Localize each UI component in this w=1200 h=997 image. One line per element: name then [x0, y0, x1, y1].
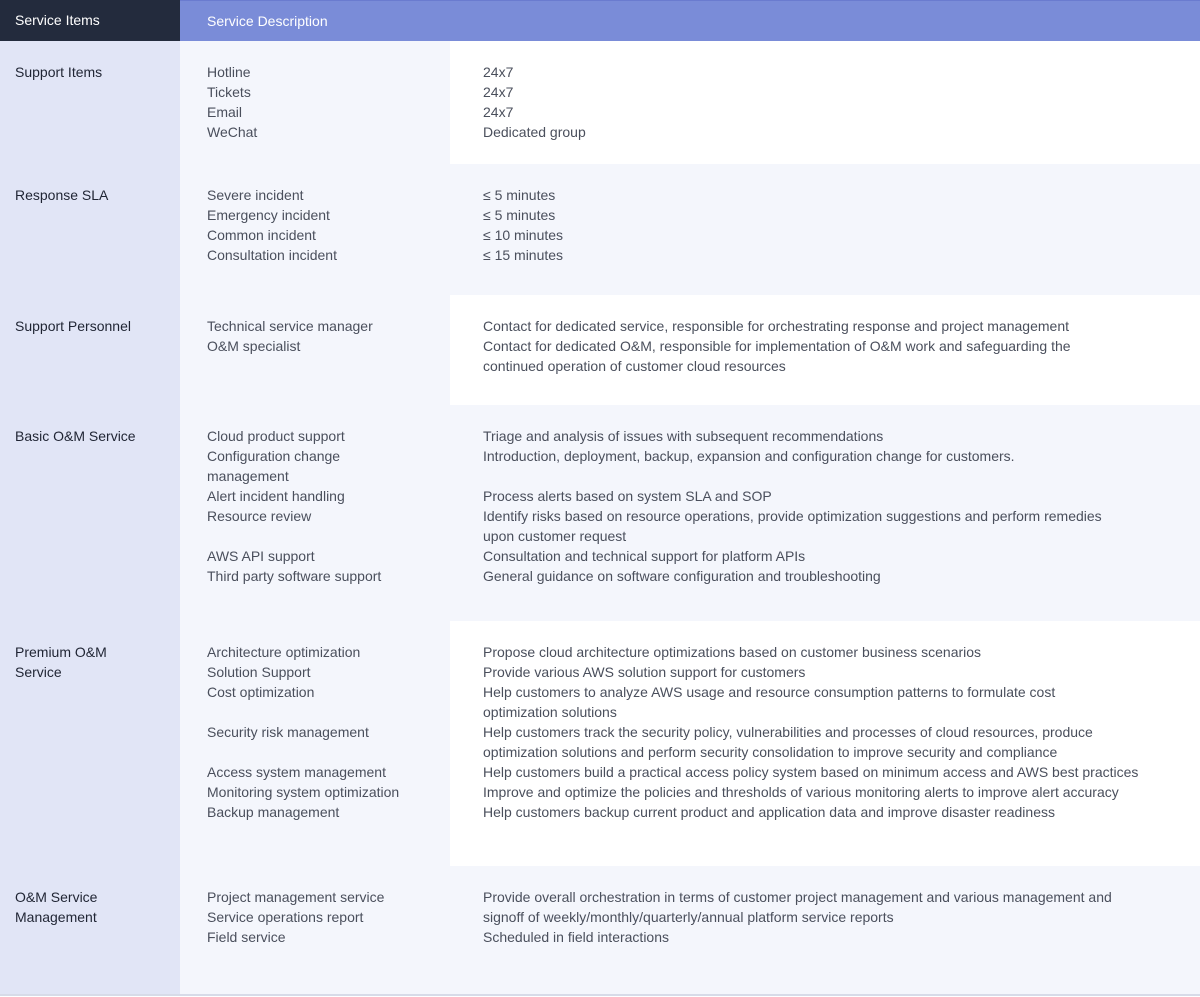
service-description-list-line: ≤ 5 minutes — [483, 187, 556, 203]
service-description-list — [450, 164, 1200, 295]
service-category-line: Support Personnel — [15, 318, 131, 334]
service-category — [0, 164, 180, 295]
service-item-list-line: Project management service — [207, 889, 385, 905]
service-item-list-line: Hotline — [207, 64, 251, 80]
service-item-list-line: Third party software support — [207, 568, 382, 584]
service-item-list-line: Cost optimization — [207, 684, 315, 700]
service-item-list-line: Consultation incident — [207, 247, 337, 263]
service-description-list-line: Provide overall orchestration in terms of customer project management and various management and — [483, 889, 1112, 905]
service-description-list-line: Identify risks based on resource operations, provide optimization suggestions and perform remedies — [483, 508, 1102, 524]
table-row — [0, 41, 1200, 164]
service-category-line: Support Items — [15, 64, 103, 80]
service-item-list-line: Severe incident — [207, 187, 304, 203]
table-body — [0, 41, 1200, 994]
service-description-list-line: 24x7 — [483, 84, 514, 100]
service-item-list-line: Security risk management — [207, 724, 369, 740]
service-description-list-line: ≤ 5 minutes — [483, 207, 556, 223]
service-description-list-line: optimization solutions — [483, 704, 617, 720]
service-category-line: O&M Service — [15, 889, 98, 905]
service-item-list — [180, 164, 450, 295]
service-description-list-line: Contact for dedicated O&M, responsible for implementation of O&M work and safeguarding the — [483, 338, 1071, 354]
service-item-list-line — [207, 742, 450, 762]
service-category — [0, 621, 180, 866]
service-description-list — [450, 621, 1200, 866]
service-description-list-line: 24x7 — [483, 64, 514, 80]
service-item-list-line: Architecture optimization — [207, 644, 361, 660]
service-description-list-line: General guidance on software configuration and troubleshooting — [483, 568, 881, 584]
service-description-list-line: Triage and analysis of issues with subsequent recommendations — [483, 428, 884, 444]
service-description-list-line: ≤ 10 minutes — [483, 227, 564, 243]
service-description-list-line: upon customer request — [483, 528, 627, 544]
service-item-list-line: Configuration change — [207, 448, 341, 464]
service-item-list-line: Alert incident handling — [207, 488, 345, 504]
service-category — [0, 295, 180, 405]
service-category-line: Basic O&M Service — [15, 428, 136, 444]
service-item-list-line: Technical service manager — [207, 318, 373, 334]
service-description-list-line: Improve and optimize the policies and thresholds of various monitoring alerts to improve alert accuracy — [483, 784, 1119, 800]
service-item-list — [180, 41, 450, 164]
service-description-list — [450, 866, 1200, 994]
service-item-list — [180, 405, 450, 621]
service-item-list — [180, 866, 450, 994]
service-category — [0, 866, 180, 994]
service-description-list-line: Contact for dedicated service, responsible for orchestrating response and project management — [483, 318, 1069, 334]
service-description-list-line: Help customers build a practical access policy system based on minimum access and AWS best practices — [483, 764, 1139, 780]
service-item-list-line: Access system management — [207, 764, 386, 780]
service-item-list-line: Backup management — [207, 804, 340, 820]
service-description-list-line: Process alerts based on system SLA and SOP — [483, 488, 772, 504]
service-description-list-line: 24x7 — [483, 104, 514, 120]
service-item-list-line: AWS API support — [207, 548, 315, 564]
service-item-list-line: Service operations report — [207, 909, 364, 925]
header-service-description: Service Description — [180, 0, 1200, 41]
service-item-list-line: Resource review — [207, 508, 312, 524]
table-row — [0, 866, 1200, 994]
service-description-list-line: optimization solutions and perform security consolidation to improve security and compliance — [483, 744, 1058, 760]
table-row — [0, 295, 1200, 405]
service-description-list-line: Help customers to analyze AWS usage and resource consumption patterns to formulate cost — [483, 684, 1056, 700]
table-row — [0, 621, 1200, 866]
service-description-list-line: Help customers backup current product and application data and improve disaster readiness — [483, 804, 1055, 820]
service-item-list-line: Tickets — [207, 84, 251, 100]
service-category-line: Premium O&M — [15, 644, 107, 660]
service-description-list-line: Provide various AWS solution support for customers — [483, 664, 806, 680]
service-description-list-line: continued operation of customer cloud resources — [483, 358, 786, 374]
service-item-list-line: WeChat — [207, 124, 258, 140]
service-description-list-line: Consultation and technical support for platform APIs — [483, 548, 806, 564]
table-row — [0, 164, 1200, 295]
service-category-line: Response SLA — [15, 187, 109, 203]
service-category-line: Service — [15, 664, 62, 680]
service-description-list — [450, 405, 1200, 621]
service-description-list-line: Introduction, deployment, backup, expansion and configuration change for customers. — [483, 448, 1015, 464]
service-item-list — [180, 295, 450, 405]
service-category — [0, 405, 180, 621]
table-header — [0, 0, 1200, 41]
service-item-list-line: Email — [207, 104, 243, 120]
header-service-items: Service Items — [0, 0, 180, 41]
table-row — [0, 405, 1200, 621]
service-description-list-line: signoff of weekly/monthly/quarterly/annual platform service reports — [483, 909, 894, 925]
service-item-list-line: Solution Support — [207, 664, 311, 680]
service-description-list-line: Propose cloud architecture optimizations based on customer business scenarios — [483, 644, 982, 660]
service-description-list-line — [483, 466, 1200, 486]
service-description-list — [450, 295, 1200, 405]
service-item-list-line: Emergency incident — [207, 207, 330, 223]
service-item-list-line: O&M specialist — [207, 338, 301, 354]
service-description-list-line: Dedicated group — [483, 124, 586, 140]
service-description-list-line: ≤ 15 minutes — [483, 247, 564, 263]
service-item-list-line: Monitoring system optimization — [207, 784, 400, 800]
service-item-list-line — [207, 526, 450, 546]
service-category — [0, 41, 180, 164]
service-category-line: Management — [15, 909, 97, 925]
service-description-list — [450, 41, 1200, 164]
service-item-list-line: Cloud product support — [207, 428, 345, 444]
service-description-list-line: Scheduled in field interactions — [483, 929, 670, 945]
service-item-list-line: Field service — [207, 929, 286, 945]
service-item-list-line: Common incident — [207, 227, 316, 243]
service-item-list — [180, 621, 450, 866]
table-bottom-border — [0, 994, 1200, 996]
service-description-list-line: Help customers track the security policy, vulnerabilities and processes of cloud resources, produce — [483, 724, 1093, 740]
service-item-list-line — [207, 702, 450, 722]
service-item-list-line: management — [207, 468, 289, 484]
